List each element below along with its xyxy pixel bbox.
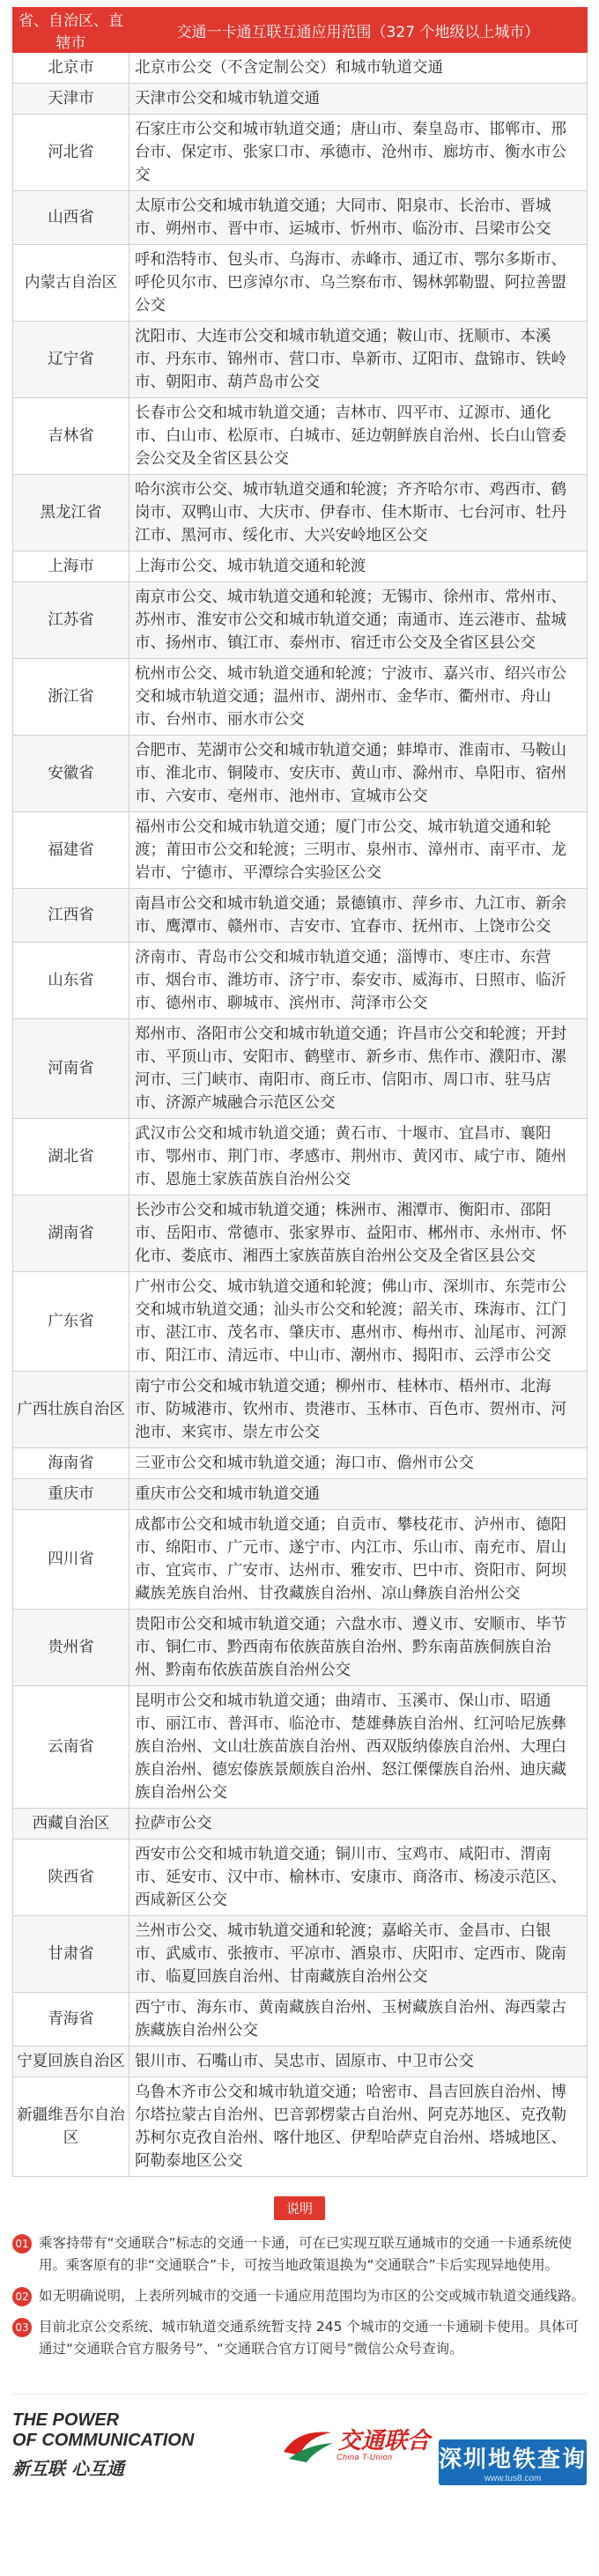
notes-section: [12, 2196, 587, 2388]
row-scope: 西宁市、海东市、黄南藏族自治州、玉树藏族自治州、海西蒙古族藏族自治州公交: [129, 1993, 588, 2047]
table-row: [13, 1510, 588, 1610]
row-province: 重庆市: [13, 1479, 129, 1510]
row-scope: 沈阳市、大连市公交和城市轨道交通；鞍山市、抚顺市、本溪市、丹东市、锦州市、营口市、阜新市、辽阳市、盘锦市、铁岭市、朝阳市、葫芦岛市公交: [129, 322, 588, 398]
row-province: 新疆维吾尔自治区: [13, 2077, 129, 2177]
table-row: [13, 1993, 588, 2047]
table-row: [13, 1809, 588, 1839]
table-row: [13, 115, 588, 191]
row-scope: 广州市公交、城市轨道交通和轮渡；佛山市、深圳市、东莞市公交和城市轨道交通；汕头市公交和轮渡；韶关市、珠海市、江门市、湛江市、茂名市、肇庆市、惠州市、梅州市、汕尾市、河源市、阳江市、清远市、中山市、潮州市、揭阳市、云浮市公交: [129, 1272, 588, 1372]
brand-chinese: 交通联合: [337, 2427, 430, 2454]
table-body: [13, 53, 588, 2177]
table-row: [13, 1916, 588, 1993]
note-text: 如无明确说明，上表所列城市的交通一卡通应用范围均为市区的公交或城市轨道交通线路。: [39, 2288, 586, 2304]
row-province: 江苏省: [13, 582, 129, 659]
table-row: [13, 1479, 588, 1510]
t-union-brand: [280, 2425, 430, 2466]
table-row: [13, 1372, 588, 1448]
table-header-row: [13, 8, 588, 53]
table-row: [13, 1272, 588, 1372]
row-scope: 哈尔滨市公交、城市轨道交通和轮渡；齐齐哈尔市、鸡西市、鹤岗市、双鸭山市、大庆市、伊春市、佳木斯市、七台河市、牡丹江市、黑河市、绥化市、大兴安岭地区公交: [129, 475, 588, 551]
row-province: 甘肃省: [13, 1916, 129, 1993]
note-item: [12, 2316, 587, 2360]
header-province: 省、自治区、直辖市: [13, 8, 129, 53]
row-province: 浙江省: [13, 659, 129, 736]
slogan-line-2: OF COMMUNICATION: [12, 2431, 195, 2450]
table-row: [13, 889, 588, 943]
table-row: [13, 1610, 588, 1686]
row-scope: 上海市公交、城市轨道交通和轮渡: [129, 551, 588, 582]
row-province: 河北省: [13, 115, 129, 191]
note-number-badge: 03: [12, 2318, 32, 2337]
row-scope: 昆明市公交和城市轨道交通；曲靖市、玉溪市、保山市、昭通市、丽江市、普洱市、临沧市、楚雄彝族自治州、红河哈尼族彝族自治州、文山壮族苗族自治州、西双版纳傣族自治州、大理白族自治州、德宏傣族景颇族自治州、怒江傈僳族自治州、迪庆藏族自治州公交: [129, 1686, 588, 1809]
table-row: [13, 398, 588, 475]
slogan-line-1: THE POWER: [12, 2410, 120, 2430]
table-row: [13, 1019, 588, 1119]
row-province: 广西壮族自治区: [13, 1372, 129, 1448]
note-number-badge: 01: [12, 2234, 32, 2254]
row-province: 内蒙古自治区: [13, 245, 129, 322]
row-province: 云南省: [13, 1686, 129, 1809]
watermark-title: 深圳地铁查询: [439, 2446, 588, 2473]
row-scope: 三亚市公交和城市轨道交通；海口市、儋州市公交: [129, 1448, 588, 1479]
brand-english: China T-Union: [336, 2452, 393, 2461]
row-scope: 南昌市公交和城市轨道交通；景德镇市、萍乡市、九江市、新余市、鹰潭市、赣州市、吉安市、宜春市、抚州市、上饶市公交: [129, 889, 588, 943]
row-province: 福建省: [13, 812, 129, 889]
coverage-table-container: [12, 0, 587, 2177]
row-scope: 重庆市公交和城市轨道交通: [129, 1479, 588, 1510]
table-row: [13, 245, 588, 322]
row-province: 青海省: [13, 1993, 129, 2047]
row-province: 广东省: [13, 1272, 129, 1372]
table-row: [13, 84, 588, 115]
row-scope: 太原市公交和城市轨道交通；大同市、阳泉市、长治市、晋城市、朔州市、晋中市、运城市、忻州市、临汾市、吕梁市公交: [129, 191, 588, 245]
row-province: 天津市: [13, 84, 129, 115]
table-row: [13, 812, 588, 889]
row-scope: 西安市公交和城市轨道交通；铜川市、宝鸡市、咸阳市、渭南市、延安市、汉中市、榆林市、安康市、商洛市、杨凌示范区、西咸新区公交: [129, 1839, 588, 1916]
table-row: [13, 322, 588, 398]
table-row: [13, 1119, 588, 1195]
table-row: [13, 2077, 588, 2177]
slogan: [12, 2410, 194, 2480]
watermark-url: www.tus8.com: [484, 2474, 542, 2483]
row-scope: 拉萨市公交: [129, 1809, 588, 1839]
row-province: 陕西省: [13, 1839, 129, 1916]
table-row: [13, 1839, 588, 1916]
site-watermark: [439, 2439, 587, 2485]
row-province: 吉林省: [13, 398, 129, 475]
row-scope: 福州市公交和城市轨道交通；厦门市公交、城市轨道交通和轮渡；莆田市公交和轮渡；三明市、泉州市、漳州市、南平市、龙岩市、宁德市、平潭综合实验区公交: [129, 812, 588, 889]
row-province: 湖北省: [13, 1119, 129, 1195]
table-row: [13, 582, 588, 659]
note-item: [12, 2285, 587, 2307]
row-scope: 呼和浩特市、包头市、乌海市、赤峰市、通辽市、鄂尔多斯市、呼伦贝尔市、巴彦淖尔市、乌兰察布市、锡林郭勒盟、阿拉善盟公交: [129, 245, 588, 322]
table-row: [13, 1448, 588, 1479]
table-row: [13, 659, 588, 736]
footer: [12, 2394, 587, 2498]
row-province: 山东省: [13, 943, 129, 1019]
row-scope: 南宁市公交和城市轨道交通；柳州市、桂林市、梧州市、北海市、防城港市、钦州市、贵港市、玉林市、百色市、贺州市、河池市、来宾市、崇左市公交: [129, 1372, 588, 1448]
notes-list: [12, 2232, 587, 2360]
row-province: 上海市: [13, 551, 129, 582]
row-scope: 天津市公交和城市轨道交通: [129, 84, 588, 115]
row-province: 江西省: [13, 889, 129, 943]
row-scope: 武汉市公交和城市轨道交通；黄石市、十堰市、宜昌市、襄阳市、鄂州市、荆门市、孝感市、荆州市、黄冈市、咸宁市、随州市、恩施土家族苗族自治州公交: [129, 1119, 588, 1195]
row-scope: 合肥市、芜湖市公交和城市轨道交通；蚌埠市、淮南市、马鞍山市、淮北市、铜陵市、安庆市、黄山市、滁州市、阜阳市、宿州市、六安市、亳州市、池州市、宣城市公交: [129, 736, 588, 812]
row-province: 宁夏回族自治区: [13, 2047, 129, 2077]
note-item: [12, 2232, 587, 2276]
row-scope: 长沙市公交和城市轨道交通；株洲市、湘潭市、衡阳市、邵阳市、岳阳市、常德市、张家界市、益阳市、郴州市、永州市、怀化市、娄底市、湘西土家族苗族自治州公交及全省区县公交: [129, 1195, 588, 1272]
table-row: [13, 736, 588, 812]
note-number-badge: 02: [12, 2287, 32, 2306]
row-scope: 银川市、石嘴山市、吴忠市、固原市、中卫市公交: [129, 2047, 588, 2077]
row-scope: 郑州市、洛阳市公交和城市轨道交通；许昌市公交和轮渡；开封市、平顶山市、安阳市、鹤壁市、新乡市、焦作市、濮阳市、漯河市、三门峡市、南阳市、商丘市、信阳市、周口市、驻马店市、济源产城融合示范区公交: [129, 1019, 588, 1119]
row-province: 湖南省: [13, 1195, 129, 1272]
row-province: 海南省: [13, 1448, 129, 1479]
table-row: [13, 191, 588, 245]
row-province: 四川省: [13, 1510, 129, 1610]
note-text: 乘客持带有“交通联合”标志的交通一卡通，可在已实现互联互通城市的交通一卡通系统使用。乘客原有的非“交通联合”卡，可按当地政策退换为“交通联合”卡后实现异地使用。: [39, 2235, 573, 2273]
row-province: 辽宁省: [13, 322, 129, 398]
table-row: [13, 475, 588, 551]
table-row: [13, 53, 588, 84]
row-province: 河南省: [13, 1019, 129, 1119]
row-scope: 杭州市公交、城市轨道交通和轮渡；宁波市、嘉兴市、绍兴市公交和城市轨道交通；温州市、湖州市、金华市、衢州市、舟山市、台州市、丽水市公交: [129, 659, 588, 736]
row-scope: 长春市公交和城市轨道交通；吉林市、四平市、辽源市、通化市、白山市、松原市、白城市、延边朝鲜族自治州、长白山管委会公交及全省区县公交: [129, 398, 588, 475]
note-text: 目前北京公交系统、城市轨道交通系统暂支持 245 个城市的交通一卡通刷卡使用。具体可通过“交通联合官方服务号”、“交通联合官方订阅号”微信公众号查询。: [39, 2319, 579, 2357]
row-scope: 乌鲁木齐市公交和城市轨道交通；哈密市、昌吉回族自治州、博尔塔拉蒙古自治州、巴音郭楞蒙古自治州、阿克苏地区、克孜勒苏柯尔克孜自治州、喀什地区、伊犁哈萨克自治州、塔城地区、阿勒泰地区公交: [129, 2077, 588, 2177]
row-province: 安徽省: [13, 736, 129, 812]
row-province: 北京市: [13, 53, 129, 84]
row-scope: 贵阳市公交和城市轨道交通；六盘水市、遵义市、安顺市、毕节市、铜仁市、黔西南布依族苗族自治州、黔东南苗族侗族自治州、黔南布依族苗族自治州公交: [129, 1610, 588, 1686]
notes-title: 说明: [274, 2196, 325, 2220]
row-province: 贵州省: [13, 1610, 129, 1686]
header-scope: 交通一卡通互联互通应用范围（327 个地级以上城市）: [129, 8, 588, 53]
row-province: 黑龙江省: [13, 475, 129, 551]
table-row: [13, 551, 588, 582]
slogan-chinese: 新互联 心互通: [12, 2458, 124, 2479]
row-scope: 济南市、青岛市公交和城市轨道交通；淄博市、枣庄市、东营市、烟台市、潍坊市、济宁市、泰安市、威海市、日照市、临沂市、德州市、聊城市、滨州市、菏泽市公交: [129, 943, 588, 1019]
row-province: 西藏自治区: [13, 1809, 129, 1839]
table-row: [13, 1686, 588, 1809]
table-row: [13, 943, 588, 1019]
row-scope: 成都市公交和城市轨道交通；自贡市、攀枝花市、泸州市、德阳市、绵阳市、广元市、遂宁市、内江市、乐山市、南充市、眉山市、宜宾市、广安市、达州市、雅安市、巴中市、资阳市、阿坝藏族羌族自治州、甘孜藏族自治州、凉山彝族自治州公交: [129, 1510, 588, 1610]
t-union-logo-icon: [280, 2425, 336, 2466]
row-scope: 南京市公交、城市轨道交通和轮渡；无锡市、徐州市、常州市、苏州市、淮安市公交和城市轨道交通；南通市、连云港市、盐城市、扬州市、镇江市、泰州市、宿迁市公交及全省区县公交: [129, 582, 588, 659]
table-row: [13, 2047, 588, 2077]
row-scope: 兰州市公交、城市轨道交通和轮渡；嘉峪关市、金昌市、白银市、武威市、张掖市、平凉市、酒泉市、庆阳市、定西市、陇南市、临夏回族自治州、甘南藏族自治州公交: [129, 1916, 588, 1993]
row-scope: 北京市公交（不含定制公交）和城市轨道交通: [129, 53, 588, 84]
coverage-table: [12, 7, 588, 2177]
row-scope: 石家庄市公交和城市轨道交通；唐山市、秦皇岛市、邯郸市、邢台市、保定市、张家口市、承德市、沧州市、廊坊市、衡水市公交: [129, 115, 588, 191]
row-province: 山西省: [13, 191, 129, 245]
table-row: [13, 1195, 588, 1272]
